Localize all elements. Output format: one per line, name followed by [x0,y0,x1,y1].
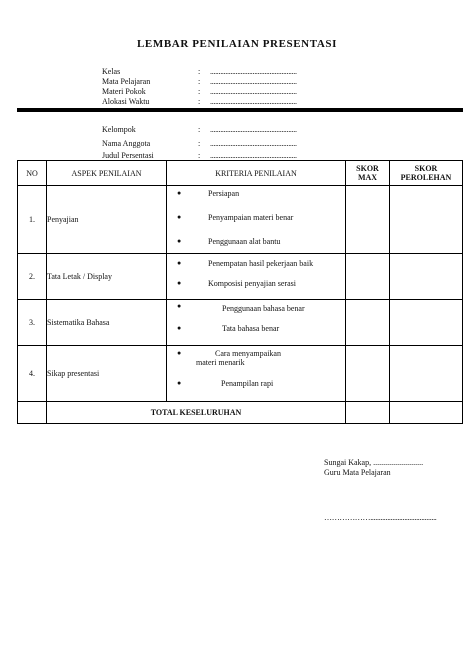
row-aspek: Sikap presentasi [47,345,167,401]
kriteria-item: Penggunaan bahasa benar [222,303,305,313]
info-label: Nama Anggota [102,139,151,148]
skor-perolehan-cell[interactable] [390,254,463,299]
info-dots[interactable]: ................................................... [210,97,297,106]
kriteria-item: Tata bahasa benar [222,323,280,333]
info-row-kelas [102,67,342,77]
total-skor-perolehan-cell[interactable] [390,401,463,423]
bullet-icon: ● [177,378,182,387]
skor-max-cell[interactable] [346,299,390,345]
kriteria-item: Penampilan rapi [221,378,274,388]
total-no-cell [18,401,47,423]
table-row [18,186,463,254]
bullet-icon: ● [177,189,182,198]
row-kriteria [167,186,346,254]
info-row-kelompok [102,125,342,135]
kriteria-item: Penggunaan alat bantu [208,237,281,247]
bullet-icon: ● [177,348,182,357]
header-skor-perolehan-line1: SKOR [414,164,438,174]
row-number: 3. [18,299,47,345]
skor-max-cell[interactable] [346,254,390,299]
kriteria-item: Persiapan [208,189,240,199]
info-row-materi-pokok [102,87,342,97]
info-bottom-block [102,125,342,161]
info-label: Judul Persentasi [102,151,154,160]
header-skor-max-line1: SKOR [356,164,379,174]
info-dots[interactable]: ................................................... [210,67,297,76]
info-dots[interactable]: ................................................... [210,151,297,160]
total-row [18,401,463,423]
header-skor-max [346,161,390,186]
header-no: NO [18,161,47,186]
skor-max-cell[interactable] [346,345,390,401]
row-number: 1. [18,186,47,254]
info-top-block [102,67,342,111]
signature-role: Guru Mata Pelajaran [324,468,391,477]
row-number: 4. [18,345,47,401]
info-colon: : [198,67,201,76]
info-label: Materi Pokok [102,87,146,96]
bullet-icon: ● [177,259,182,268]
info-row-alokasi-waktu [102,97,342,107]
kriteria-item: Komposisi penyajian serasi [208,279,296,289]
table-row [18,254,463,299]
info-label: Kelompok [102,125,136,134]
info-label: Mata Pelajaran [102,77,151,86]
skor-perolehan-cell[interactable] [390,186,463,254]
row-number: 2. [18,254,47,299]
info-colon: : [198,87,201,96]
info-dots[interactable]: ................................................... [210,139,297,148]
skor-perolehan-cell[interactable] [390,299,463,345]
signature-place-date[interactable]: Sungai Kakap, ......................... [324,458,424,467]
total-label: TOTAL KESELURUHAN [47,401,346,423]
row-aspek: Sistematika Bahasa [47,299,167,345]
info-colon: : [198,151,201,160]
row-aspek: Tata Letak / Display [47,254,167,299]
kriteria-item: Penyampaian materi benar [208,213,294,223]
info-row-mata-pelajaran [102,77,342,87]
table-header-row [18,161,463,186]
table-row [18,299,463,345]
assessment-table [17,160,463,424]
header-skor-perolehan [390,161,463,186]
info-colon: : [198,77,201,86]
row-kriteria [167,345,346,401]
header-aspek: ASPEK PENILAIAN [47,161,167,186]
bullet-icon: ● [177,213,182,222]
kriteria-item: Penempatan hasil pekerjaan baik [208,259,314,269]
page-title: LEMBAR PENILAIAN PRESENTASI [137,38,337,50]
info-colon: : [198,125,201,134]
row-kriteria [167,299,346,345]
row-aspek: Penyajian [47,186,167,254]
info-label: Alokasi Waktu [102,97,150,106]
kriteria-item: Cara menyampaikan materi menarik [196,348,281,367]
row-kriteria [167,254,346,299]
horizontal-divider [17,108,463,112]
skor-perolehan-cell[interactable] [390,345,463,401]
bullet-icon: ● [177,237,182,246]
bullet-icon: ● [177,323,182,332]
info-dots[interactable]: ................................................... [210,125,297,134]
info-label: Kelas [102,67,121,76]
info-colon: : [198,139,201,148]
header-kriteria: KRITERIA PENILAIAN [167,161,346,186]
info-dots[interactable]: ................................................... [210,87,297,96]
header-skor-perolehan-line2: PEROLEHAN [400,173,452,183]
info-row-nama-anggota [102,139,342,149]
table-row [18,345,463,401]
total-skor-max-cell[interactable] [346,401,390,423]
header-skor-max-line2: MAX [357,173,378,183]
signature-name-line[interactable]: ………………....................................... [324,513,437,522]
bullet-icon: ● [177,279,182,288]
bullet-icon: ● [177,301,182,310]
info-dots[interactable]: ................................................... [210,77,297,86]
info-colon: : [198,97,201,106]
skor-max-cell[interactable] [346,186,390,254]
